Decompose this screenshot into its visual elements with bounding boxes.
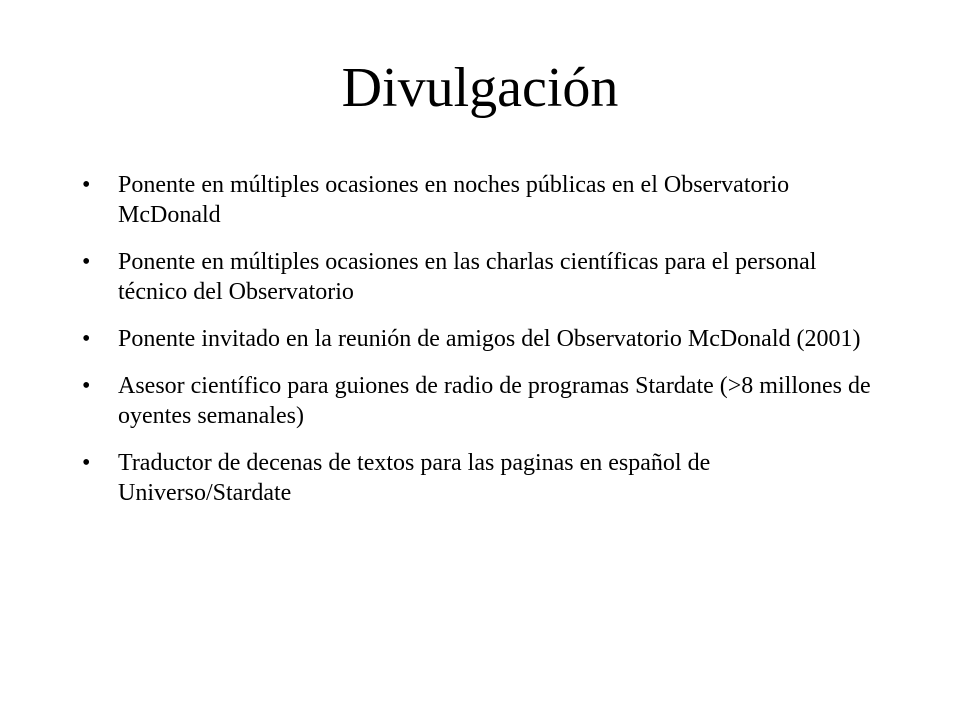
bullet-text: Ponente invitado en la reunión de amigos del Observatorio McDonald (2001) <box>118 326 861 352</box>
bullet-text: Ponente en múltiples ocasiones en noches públicas en el Observatorio McDonald <box>118 172 790 228</box>
list-item <box>82 324 882 354</box>
list-item <box>82 371 882 431</box>
bullet-icon: • <box>82 450 91 476</box>
bullet-text: Ponente en múltiples ocasiones en las charlas científicas para el personal técnico del Observatorio <box>118 249 817 305</box>
bullet-icon: • <box>82 326 91 352</box>
bullet-icon: • <box>82 249 91 275</box>
bullet-text: Traductor de decenas de textos para las paginas en español de Universo/Stardate <box>118 450 711 506</box>
bullet-icon: • <box>82 172 91 198</box>
bullet-icon: • <box>82 373 91 399</box>
bullet-list <box>82 170 882 525</box>
list-item <box>82 448 882 508</box>
list-item <box>82 247 882 307</box>
bullet-text: Asesor científico para guiones de radio de programas Stardate (>8 millones de oyentes semanales) <box>118 373 871 429</box>
list-item <box>82 170 882 230</box>
slide-title: Divulgación <box>341 57 619 119</box>
